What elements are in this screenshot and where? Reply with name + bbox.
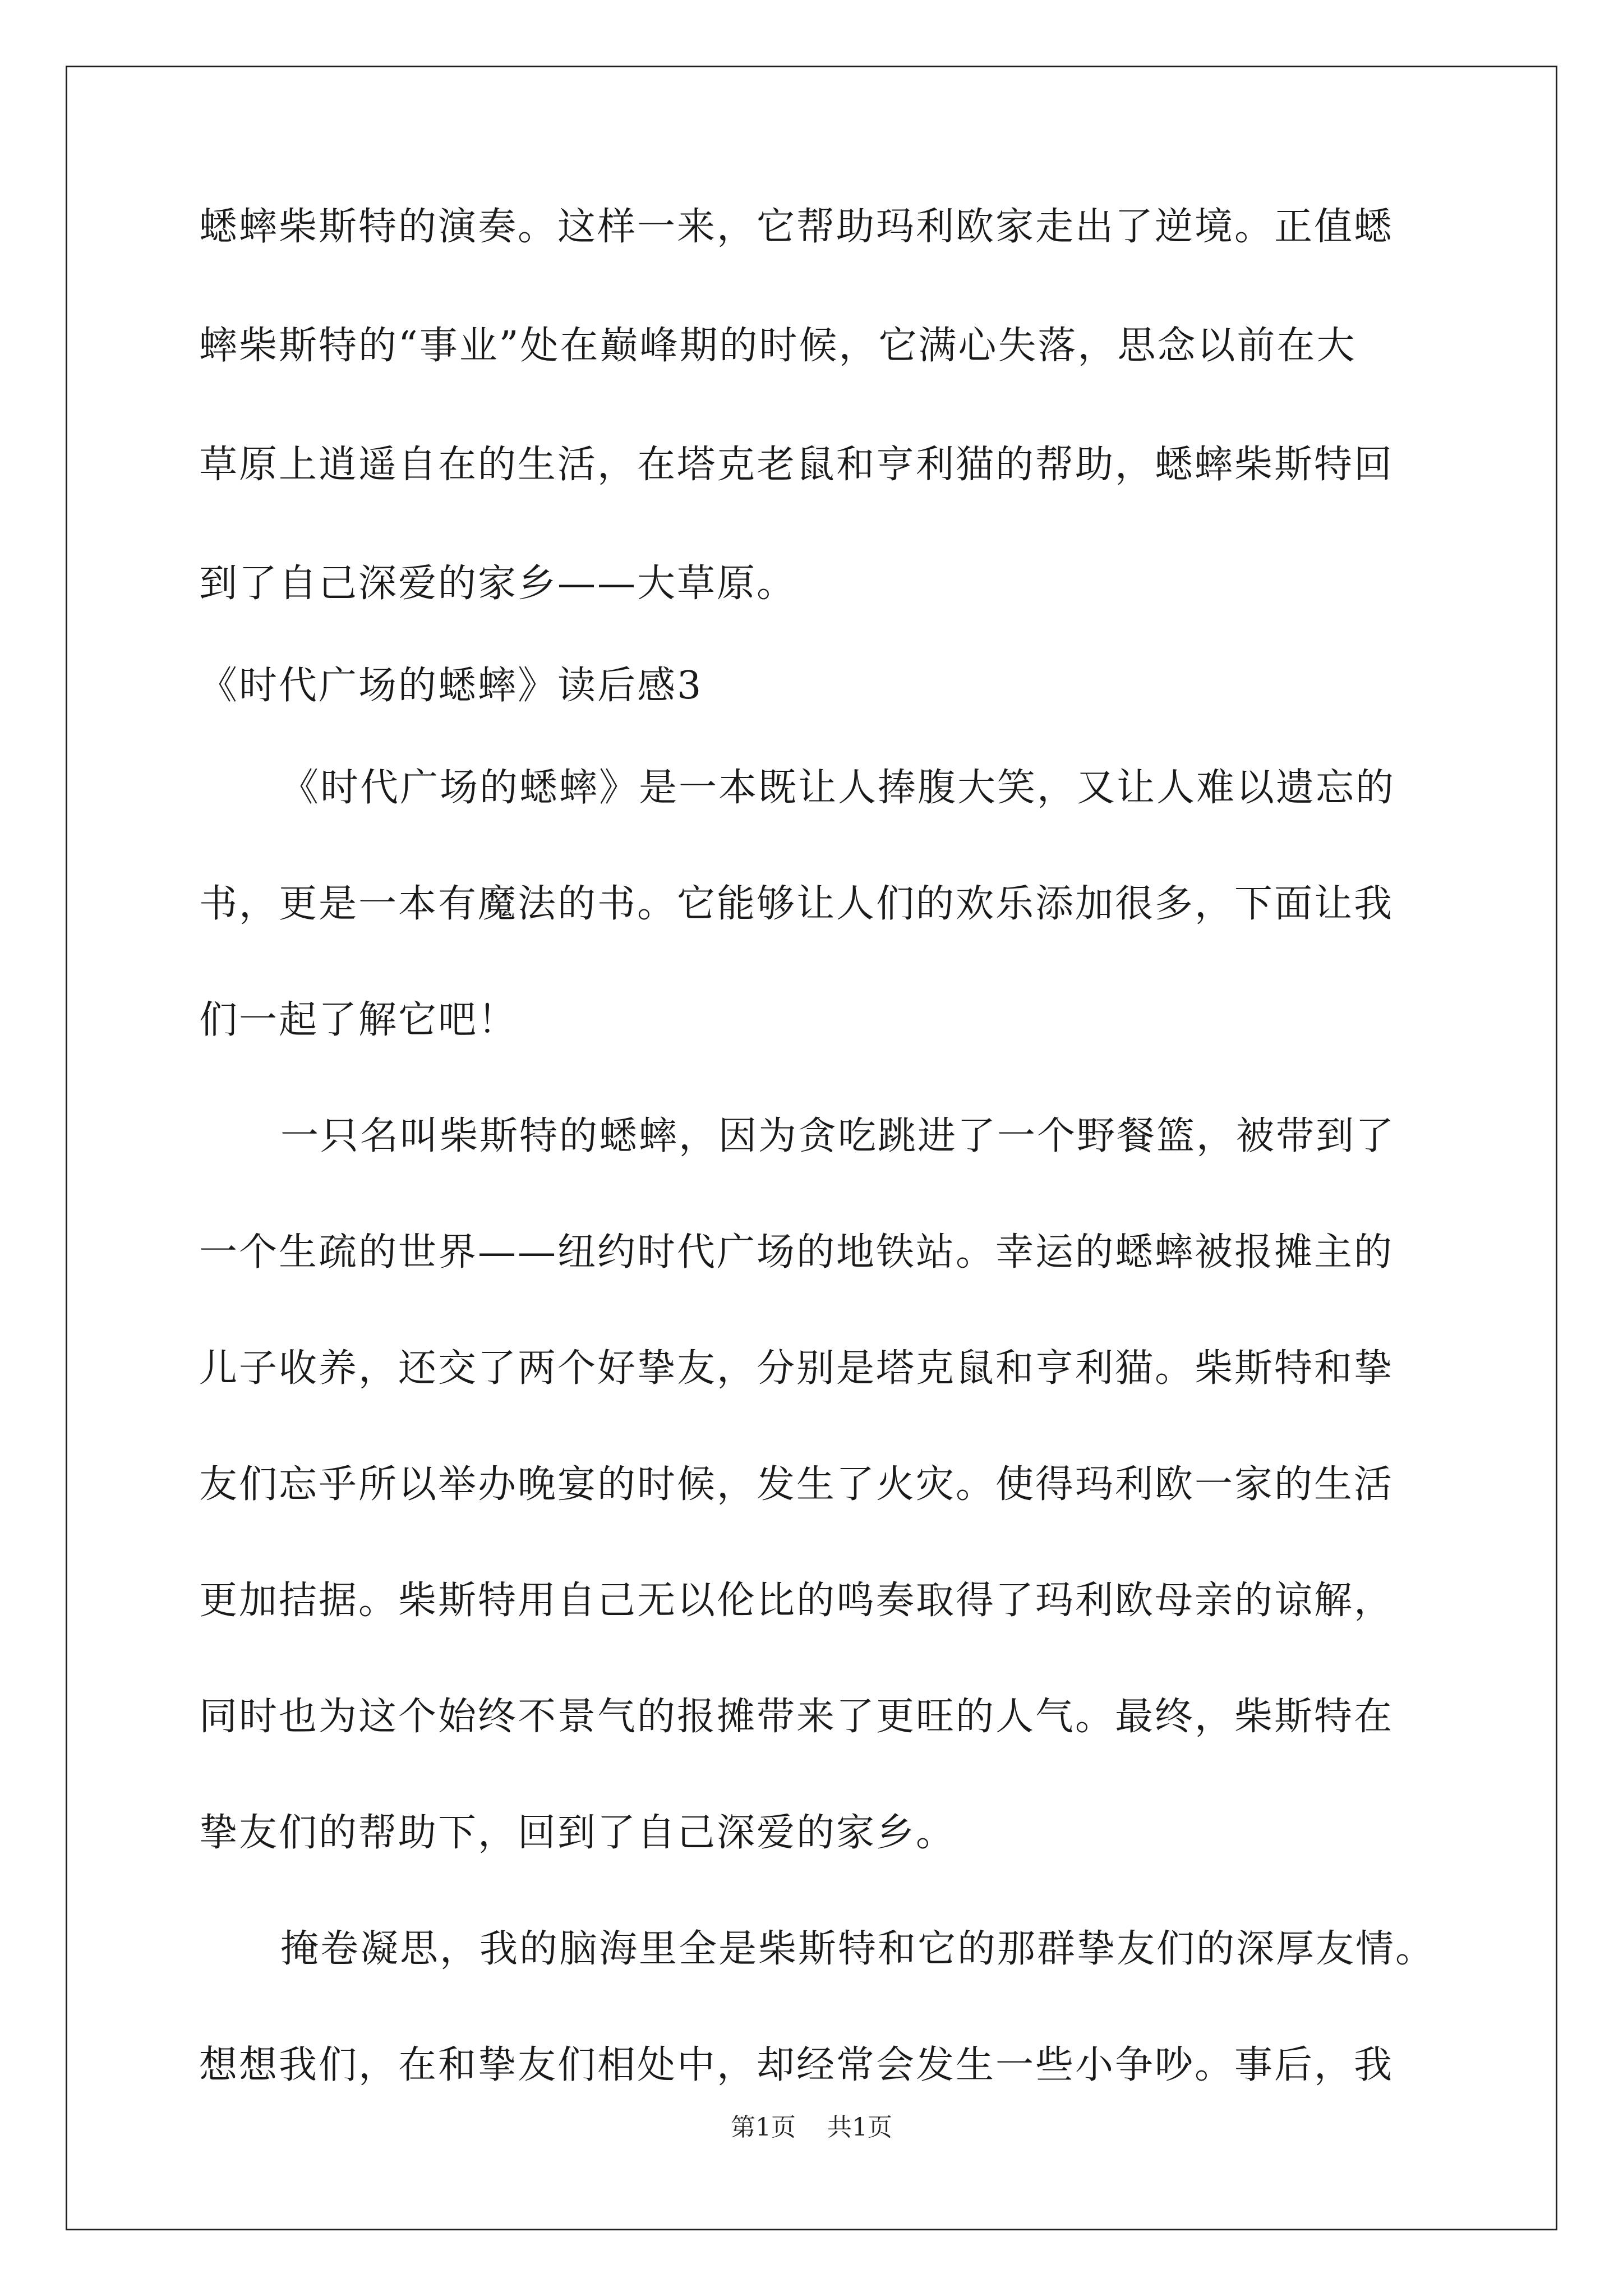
page-number-footer: 第1页 共1页	[731, 2113, 892, 2142]
text-line: 草原上逍遥自在的生活，在塔克老鼠和亨利猫的帮助，蟋蟀柴斯特回	[199, 443, 1394, 487]
text-line: 掩卷凝思，我的脑海里全是柴斯特和它的那群挚友们的深厚友情。	[280, 1927, 1436, 1971]
text-line: 蟋蟀柴斯特的演奏。这样一来，它帮助玛利欧家走出了逆境。正值蟋	[199, 205, 1394, 249]
section-heading: 《时代广场的蟋蟀》读后感3	[199, 664, 703, 708]
text-line: 们一起了解它吧！	[199, 998, 518, 1042]
text-line: 更加拮据。柴斯特用自己无以伦比的鸣奏取得了玛利欧母亲的谅解，	[199, 1579, 1394, 1623]
text-line: 一只名叫柴斯特的蟋蟀，因为贪吃跳进了一个野餐篮，被带到了	[280, 1114, 1396, 1158]
text-line: 想想我们，在和挚友们相处中，却经常会发生一些小争吵。事后，我	[199, 2043, 1394, 2087]
text-line: 《时代广场的蟋蟀》是一本既让人捧腹大笑，又让人难以遗忘的	[280, 766, 1396, 810]
text-line: 友们忘乎所以举办晚宴的时候，发生了火灾。使得玛利欧一家的生活	[199, 1462, 1394, 1507]
text-line: 挚友们的帮助下，回到了自己深爱的家乡。	[199, 1811, 956, 1855]
text-line: 儿子收养，还交了两个好挚友，分别是塔克鼠和亨利猫。柴斯特和挚	[199, 1346, 1394, 1391]
text-line: 到了自己深爱的家乡——大草原。	[199, 562, 797, 606]
text-line: 同时也为这个始终不景气的报摊带来了更旺的人气。最终，柴斯特在	[199, 1695, 1394, 1739]
text-line: 书，更是一本有魔法的书。它能够让人们的欢乐添加很多，下面让我	[199, 882, 1394, 926]
text-line: 一个生疏的世界——纽约时代广场的地铁站。幸运的蟋蟀被报摊主的	[199, 1230, 1394, 1274]
text-line: 蟀柴斯特的“事业”处在巅峰期的时候，它满心失落，思念以前在大	[199, 324, 1357, 368]
